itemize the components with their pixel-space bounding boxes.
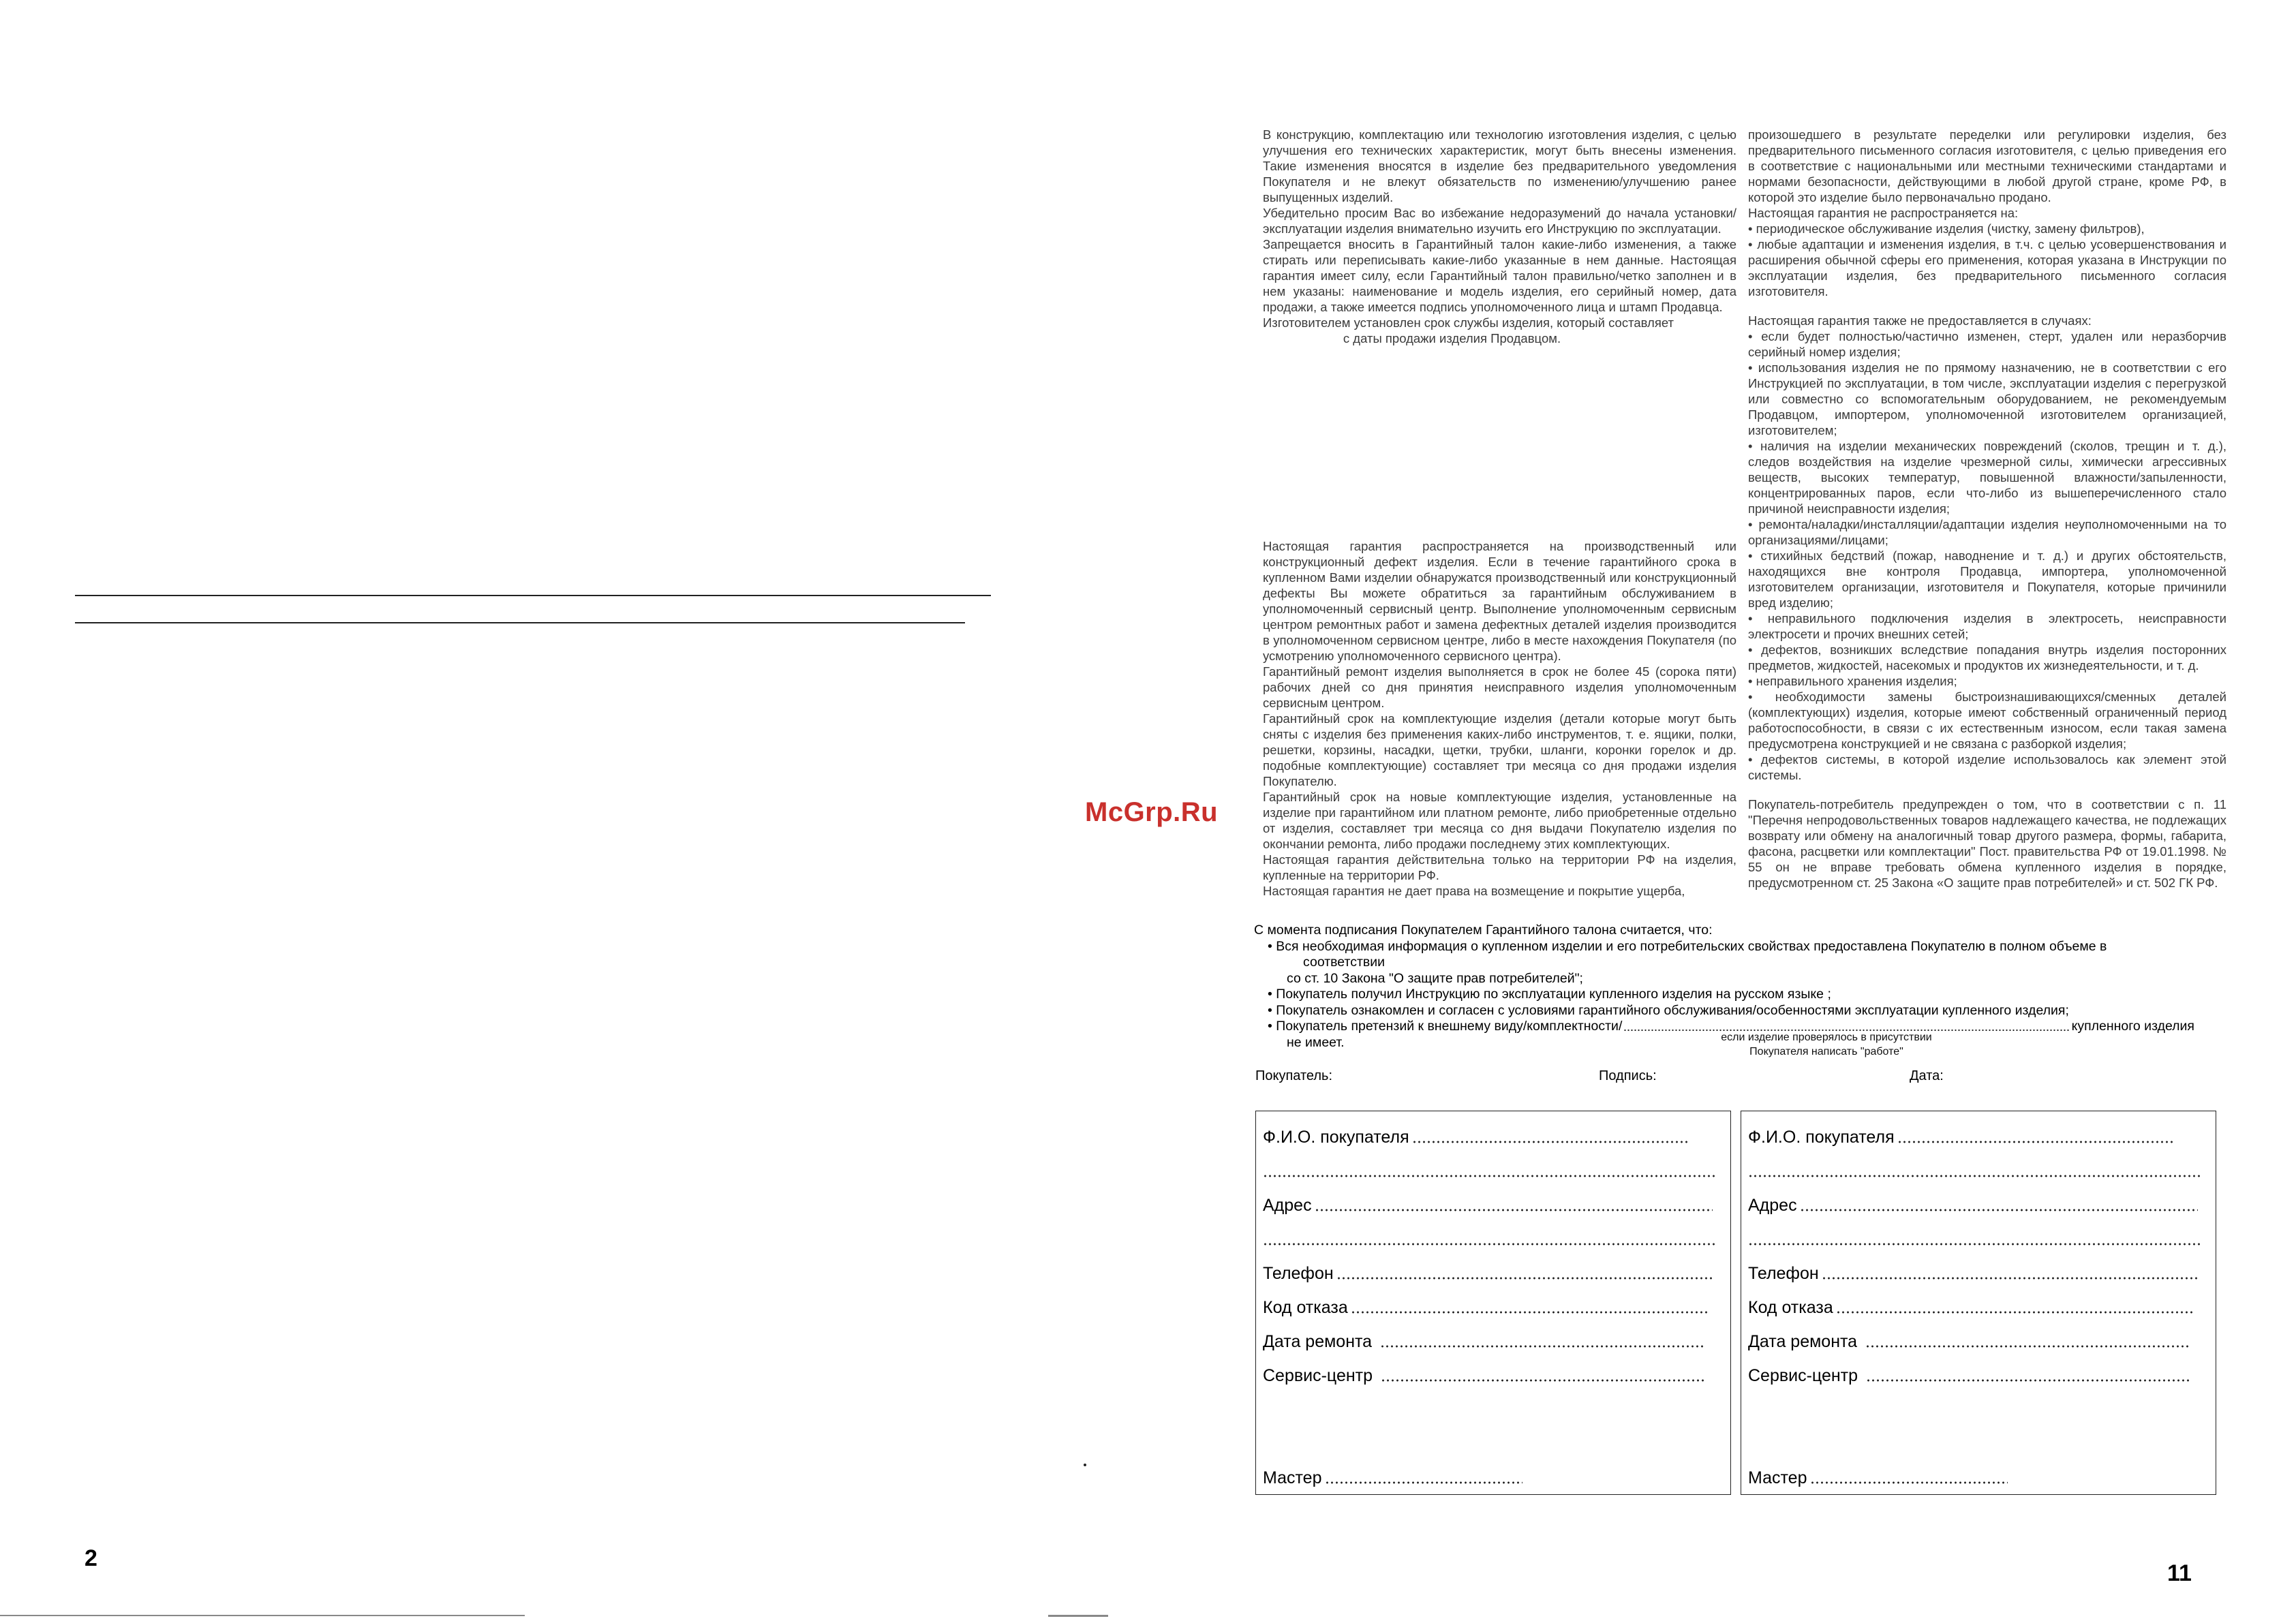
- buyer-label: Покупатель:: [1255, 1068, 1333, 1083]
- hint-line: Покупателя написать "работе": [1749, 1046, 1903, 1057]
- warranty-column-1-top: [1263, 127, 1736, 346]
- fio-field-cont[interactable]: [1263, 1162, 1715, 1182]
- master-field[interactable]: [1263, 1468, 1715, 1489]
- field-label: Мастер: [1748, 1468, 1807, 1487]
- ack-bullet-cont: со ст. 10 Закона "О защите прав потребителей";: [1287, 970, 1583, 986]
- field-label: Телефон: [1263, 1264, 1334, 1283]
- left-page-bottom-edge-line: [0, 1615, 525, 1616]
- field-label: Дата ремонта: [1263, 1332, 1373, 1351]
- ack-bullet-cont: не имеет.: [1287, 1034, 1345, 1050]
- service-center-field[interactable]: [1263, 1366, 1715, 1387]
- watermark-logo: McGrp.Ru: [1085, 797, 1219, 827]
- paragraph: • стихийных бедствий (пожар, наводнение и т. д.) и других обстоятельств, находящихся вне контроля Продавца, импортера, уполномоченной изготовителем организации, изготовителя и Покупателя, которые причинили вред изделию;: [1748, 548, 2226, 610]
- repair-ticket-right: [1741, 1111, 2216, 1495]
- ack-bullet-cont: соответствии: [1303, 955, 1386, 970]
- fail-code-field[interactable]: [1263, 1298, 1715, 1318]
- check-hint: [1717, 1030, 1935, 1059]
- paragraph: • необходимости замены быстроизнашивающихся/сменных деталей (комплектующих) изделия, которые имеют собственный ограниченный период работоспособности, в связи с их естественным износом, если такая замена предусмотрена конструкцией и не связана с разборкой изделия;: [1748, 690, 2226, 751]
- paragraph: • использования изделия не по прямому назначению, не в соответствии с его Инструкцией по эксплуатации, в том числе, эксплуатации изделия с перегрузкой или совместно со вспомогательным оборудованием, не рекомендуемым Продавцом, импортером, уполномоченной изготовителем организацией, изготовителем;: [1748, 360, 2226, 437]
- paragraph: • дефектов, возникших вследствие попадания внутрь изделия посторонних предметов, жидкостей, насекомых и продуктов их жизнедеятельности, и т. д.: [1748, 643, 2226, 673]
- field-label: Адрес: [1748, 1196, 1797, 1215]
- paragraph: • дефектов системы, в которой изделие использовалось как элемент этой системы.: [1748, 752, 2226, 782]
- paragraph: • наличия на изделии механических повреждений (сколов, трещин и т. д.), следов воздействия на изделие чрезмерной силы, химически агрессивных веществ, высоких температур, повышенной влажности/запыленности, концентрированных паров, если что-либо из вышеперечисленного стало причиной неисправности изделия;: [1748, 439, 2226, 516]
- ack-bullet-end: купленного изделия: [2071, 1019, 2194, 1034]
- paragraph: Настоящая гарантия не дает права на возмещение и покрытие ущерба,: [1263, 884, 1685, 898]
- ack-bullet: • Вся необходимая информация о купленном изделии и его потребительских свойствах предоставлена Покупателю в полном объеме в: [1268, 938, 2107, 954]
- field-label: Код отказа: [1263, 1298, 1348, 1317]
- warranty-column-2: [1748, 127, 2226, 891]
- date-label: Дата:: [1910, 1068, 1944, 1083]
- paragraph: • любые адаптации и изменения изделия, в т.ч. с целью усовершенствования и расширения обычной сферы его применения, которая указана в Инструкции по эксплуатации изделия, без предварительного письменного согласия изготовителя.: [1748, 237, 2226, 298]
- paragraph: Гарантийный срок на комплектующие изделия (детали которые могут быть сняты с изделия без применения каких-либо инструментов, т. е. ящики, полки, решетки, корзины, насадки, щетки, трубки, шланги, коронки горелок и др. подобные комплектующие) составляет три месяца со дня продажи изделия Покупателю.: [1263, 711, 1736, 788]
- paragraph: • периодическое обслуживание изделия (чистку, замену фильтров),: [1748, 221, 2145, 236]
- paragraph: Изготовителем установлен срок службы изделия, который составляет: [1263, 315, 1674, 330]
- signature-label: Подпись:: [1599, 1068, 1657, 1083]
- paragraph: • ремонта/наладки/инсталляции/адаптации изделия неуполномоченными на то организациями/лицами;: [1748, 517, 2226, 547]
- warranty-column-1-bottom: [1263, 538, 1736, 899]
- paragraph: Гарантийный ремонт изделия выполняется в срок не более 45 (сорока пяти) рабочих дней со дня принятия неисправного изделия уполномоченным сервисным центром.: [1263, 664, 1736, 710]
- repair-date-field[interactable]: [1263, 1332, 1715, 1352]
- stray-dot: [1084, 1464, 1086, 1466]
- paragraph: Убедительно просим Вас во избежание недоразумений до начала установки/эксплуатации изделия внимательно изучить его Инструкцию по эксплуатации.: [1263, 206, 1736, 236]
- left-page-rule-top: [75, 595, 991, 596]
- master-field[interactable]: [1748, 1468, 2201, 1489]
- phone-field[interactable]: [1263, 1264, 1715, 1284]
- field-label: Код отказа: [1748, 1298, 1833, 1317]
- fio-field-cont[interactable]: [1748, 1162, 2201, 1182]
- paragraph: В конструкцию, комплектацию или технологию изготовления изделия, с целью улучшения его технических характеристик, могут быть внесены изменения. Такие изменения вносятся в изделие без предварительного уведомления Покупателя и не влекут обязательств по изменению/улучшению ранее выпущенных изделий.: [1263, 127, 1736, 204]
- left-page-rule-bottom: [75, 622, 965, 623]
- fio-field[interactable]: [1748, 1128, 2201, 1148]
- paragraph: Настоящая гарантия распространяется на производственный или конструкционный дефект изделия. Если в течение гарантийного срока в купленном Вами изделии обнаружатся производственный или конструкционный дефекты Вы можете обратиться за гарантийным обслуживанием в уполномоченный сервисный центр. Выполнение уполномоченным сервисным центром ремонтных работ и замена дефектных деталей изделия производится в уполномоченном сервисном центре, либо в месте нахождения Покупателя (по усмотрению уполномоченного сервисного центра).: [1263, 539, 1736, 663]
- repair-date-field[interactable]: [1748, 1332, 2201, 1352]
- phone-field[interactable]: [1748, 1264, 2201, 1284]
- fail-code-field[interactable]: [1748, 1298, 2201, 1318]
- field-label: Дата ремонта: [1748, 1332, 1858, 1351]
- paragraph: с даты продажи изделия Продавцом.: [1343, 331, 1561, 345]
- field-label: Адрес: [1263, 1196, 1312, 1215]
- page-number-right: 11: [2167, 1560, 2192, 1586]
- field-label: Ф.И.О. покупателя: [1263, 1128, 1409, 1147]
- address-field[interactable]: [1748, 1196, 2201, 1216]
- paragraph: Настоящая гарантия действительна только на территории РФ на изделия, купленные на территории РФ.: [1263, 852, 1736, 882]
- paragraph: произошедшего в результате переделки или регулировки изделия, без предварительного письменного согласия изготовителя, с целью приведения его в соответствие с национальными или местными техническими стандартами и нормами безопасности, действующими в любой другой стране, кроме РФ, в которой это изделие было первоначально продано.: [1748, 127, 2226, 204]
- address-field-cont[interactable]: [1748, 1230, 2201, 1250]
- paragraph: Настоящая гарантия также не предоставляется в случаях:: [1748, 313, 2092, 328]
- bottom-edge-mark: [1048, 1615, 1108, 1617]
- ack-heading: С момента подписания Покупателем Гарантийного талона считается, что:: [1254, 923, 1713, 938]
- paragraph: Гарантийный срок на новые комплектующие изделия, установленные на изделие при гарантийном или платном ремонте, либо приобретенные отдельно от изделия, составляет три месяца со дня выдачи Покупателю изделия по окончании ремонта, либо продажи последнему этих комплектующих.: [1263, 790, 1736, 851]
- fio-field[interactable]: [1263, 1128, 1715, 1148]
- hint-line: если изделие проверялось в присутствии: [1721, 1032, 1932, 1043]
- paragraph: • неправильного подключения изделия в электросеть, неисправности электросети и прочих внешних сетей;: [1748, 611, 2226, 641]
- field-label: Сервис-центр: [1263, 1366, 1373, 1385]
- address-field-cont[interactable]: [1263, 1230, 1715, 1250]
- address-field[interactable]: [1263, 1196, 1715, 1216]
- ack-bullet-start: • Покупатель претензий к внешнему виду/комплектности/: [1268, 1019, 1623, 1034]
- field-label: Телефон: [1748, 1264, 1819, 1283]
- paragraph: Настоящая гарантия не распространяется на:: [1748, 206, 2019, 220]
- field-label: Сервис-центр: [1748, 1366, 1858, 1385]
- paragraph: Запрещается вносить в Гарантийный талон какие-либо изменения, а также стирать или переписывать какие-либо указанные в нем данные. Настоящая гарантия имеет силу, если Гарантийный талон правильно/четко заполнен и в нем указаны: наименование и модель изделия, его серийный номер, дата продажи, а также имеется подпись уполномоченного лица и штамп Продавца.: [1263, 237, 1736, 314]
- field-label: Ф.И.О. покупателя: [1748, 1128, 1895, 1147]
- ack-bullet: • Покупатель получил Инструкцию по эксплуатации купленного изделия на русском языке ;: [1268, 987, 1831, 1002]
- service-center-field[interactable]: [1748, 1366, 2201, 1387]
- ack-bullet: • Покупатель ознакомлен и согласен с условиями гарантийного обслуживания/особенностями эксплуатации купленного изделия;: [1268, 1002, 2069, 1018]
- repair-ticket-left: [1255, 1111, 1731, 1495]
- paragraph: • если будет полностью/частично изменен, стерт, удален или неразборчив серийный номер изделия;: [1748, 329, 2226, 359]
- paragraph: • неправильного хранения изделия;: [1748, 674, 1957, 688]
- paragraph: Покупатель-потребитель предупрежден о том, что в соответствии с п. 11 "Перечня непродовольственных товаров надлежащего качества, не подлежащих возврату или обмену на аналогичный товар другого размера, формы, габарита, фасона, расцветки или комплектации" Пост. правительства РФ от 19.01.1998. № 55 он не вправе требовать обмена купленного изделия в порядке, предусмотренном ст. 25 Закона «О защите прав потребителей» и ст. 502 ГК РФ.: [1748, 797, 2226, 890]
- field-label: Мастер: [1263, 1468, 1322, 1487]
- page-number-left: 2: [85, 1545, 97, 1571]
